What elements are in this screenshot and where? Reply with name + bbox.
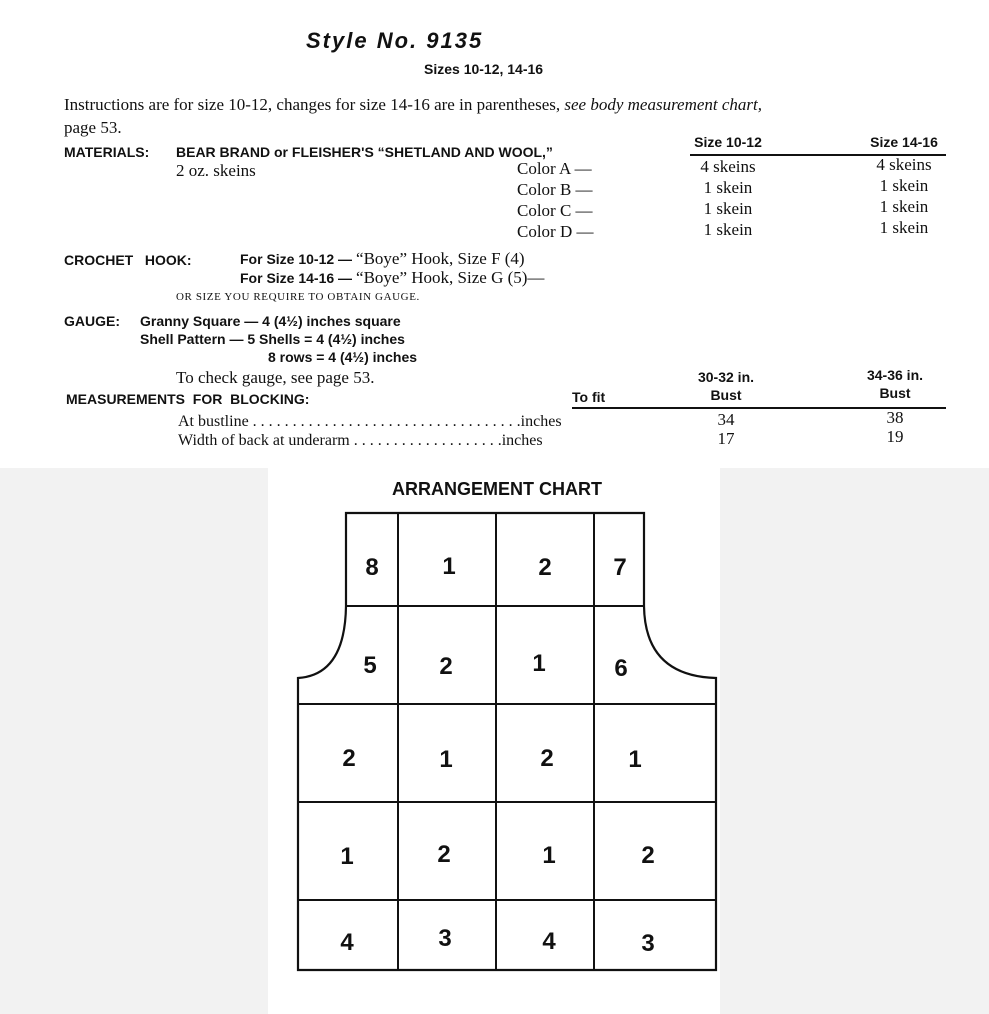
measurement-row: [178, 432, 543, 450]
style-title: Style No. 9135: [306, 28, 484, 53]
color-amount-size1: 4 skeins: [700, 157, 756, 176]
hook-line1-detail: “Boye” Hook, Size F (4): [356, 249, 525, 268]
materials-label: MATERIALS:: [64, 144, 150, 160]
measurements-col1-line1: 30-32 in.: [697, 369, 755, 385]
chart-cell: 5: [363, 652, 377, 679]
background-margin-left: [0, 468, 268, 1014]
chart-cell: 2: [342, 745, 356, 772]
gauge-rows: 8 rows = 4 (4½) inches: [268, 349, 418, 365]
hook-line1: [240, 249, 525, 269]
color-amount-size1: 1 skein: [703, 199, 753, 218]
hook-gauge-note: OR SIZE YOU REQUIRE TO OBTAIN GAUGE.: [176, 291, 420, 303]
materials-yarn: BEAR BRAND or FLEISHER'S “SHETLAND AND WOOL,”: [176, 144, 553, 160]
color-amount-size2: 1 skein: [879, 197, 929, 216]
gauge-granny-square: Granny Square — 4 (4½) inches square: [140, 313, 401, 329]
chart-title: ARRANGEMENT CHART: [392, 479, 602, 499]
hook-line2-size: For Size 14-16 —: [240, 270, 353, 286]
chart-cell: 2: [437, 841, 451, 868]
intro-italic: see body measurement chart,: [564, 95, 763, 114]
measurement-row-unit: inches: [501, 432, 543, 449]
chart-cell: 8: [365, 554, 379, 581]
chart-cell: 1: [628, 746, 642, 773]
measurement-row: [178, 413, 562, 431]
measurement-value-size2: 38: [886, 408, 904, 427]
color-amount-size2: 1 skein: [879, 218, 929, 237]
gauge-label: GAUGE:: [64, 313, 120, 329]
color-amount-size2: 4 skeins: [876, 155, 932, 174]
color-label: Color A —: [517, 159, 592, 178]
measurement-value-size2: 19: [886, 427, 904, 446]
measurement-row-label: Width of back at underarm: [178, 432, 350, 449]
chart-cell: 1: [340, 843, 354, 870]
measurement-value-size1: 34: [717, 410, 735, 429]
gauge-check-note: To check gauge, see page 53.: [176, 368, 375, 387]
chart-cell: 1: [542, 842, 556, 869]
measurement-row-label: At bustline: [178, 413, 249, 430]
materials-col2-header: Size 14-16: [870, 134, 938, 150]
color-amount-size1: 1 skein: [703, 178, 753, 197]
chart-cell: 2: [641, 842, 655, 869]
hook-label: CROCHET HOOK:: [64, 252, 192, 268]
measurements-col1-line2: Bust: [710, 387, 742, 403]
materials-skein-note: 2 oz. skeins: [176, 161, 256, 180]
color-amount-size2: 1 skein: [879, 176, 929, 195]
color-label: Color D —: [517, 222, 594, 241]
chart-cell: 1: [442, 553, 456, 580]
measurement-row-leader: . . . . . . . . . . . . . . . . . . .: [349, 432, 502, 449]
hook-line2-detail: “Boye” Hook, Size G (5)—: [356, 268, 545, 287]
color-label: Color C —: [517, 201, 593, 220]
hook-line1-size: For Size 10-12 —: [240, 251, 353, 267]
chart-cell: 3: [438, 925, 452, 952]
chart-cell: 3: [641, 930, 655, 957]
measurements-col2-line1: 34-36 in.: [866, 367, 924, 383]
chart-cell: 4: [542, 928, 556, 955]
background-margin-right: [720, 468, 989, 1014]
measurements-label: MEASUREMENTS FOR BLOCKING:: [66, 391, 310, 407]
color-amount-size1: 1 skein: [703, 220, 753, 239]
intro-text: [64, 95, 762, 115]
chart-cell: 7: [613, 554, 627, 581]
chart-cell: 4: [340, 929, 354, 956]
gauge-shell-pattern: Shell Pattern — 5 Shells = 4 (4½) inches: [140, 331, 405, 347]
sizes-subtitle: Sizes 10-12, 14-16: [424, 61, 544, 77]
chart-cell: 6: [614, 655, 628, 682]
chart-cell: 1: [439, 746, 453, 773]
chart-cell: 2: [439, 653, 453, 680]
measurements-col2-line2: Bust: [879, 385, 911, 401]
chart-cell: 2: [538, 554, 552, 581]
color-label: Color B —: [517, 180, 593, 199]
intro-plain: Instructions are for size 10-12, changes for size 14-16 are in parentheses,: [64, 95, 561, 114]
hook-line2: [240, 268, 544, 288]
intro-line2: page 53.: [64, 118, 122, 137]
measurement-row-leader: . . . . . . . . . . . . . . . . . . . . . . . . . . . . . . . . . .: [248, 413, 521, 430]
arrangement-chart: [268, 468, 720, 1014]
measurements-to-fit: To fit: [572, 389, 606, 405]
chart-cell: 2: [540, 745, 554, 772]
chart-cell: 1: [532, 650, 546, 677]
materials-col1-header: Size 10-12: [694, 134, 762, 150]
measurement-value-size1: 17: [717, 429, 735, 448]
measurement-row-unit: inches: [520, 413, 562, 430]
